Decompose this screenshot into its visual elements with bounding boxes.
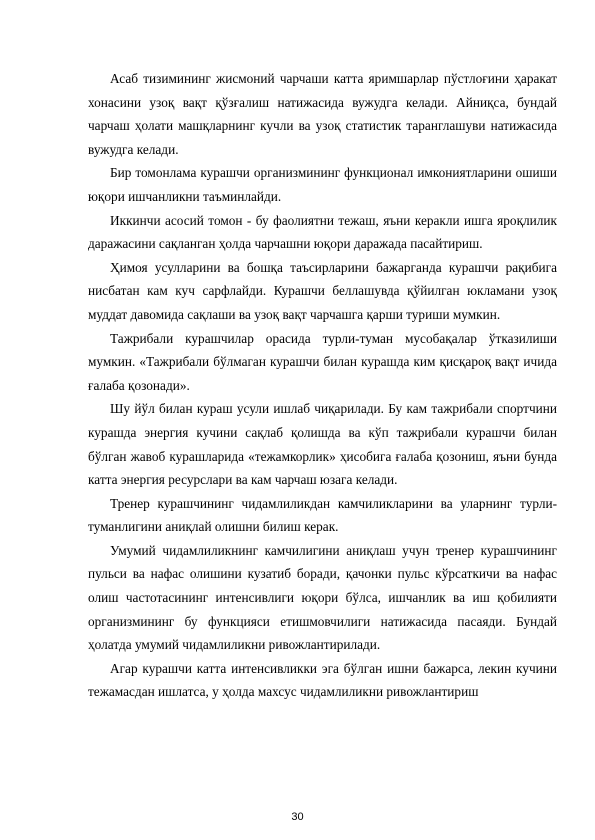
paragraph-energy-saving: Иккинчи асосий томон - бу фаолиятни тежаш, яъни керакли ишга яроқлилик даражасини сақланган ҳолда чарчашни юқори даражада пасайтириш. [88,212,557,252]
paragraph-coach-role: Тренер курашчининг чидамлиликдан камчиликларини ва уларнинг турли-туманлигини аниқлай олишни билиш керак. [88,495,557,535]
paragraph-nervous-fatigue: Асаб тизимининг жисмоний чарчаши катта яримшарлар пўстлоғини ҳаракат хонасини узоқ вақт қўзғалиш натижасида вужудга келади. Айниқса, бундай чарчаш ҳолати машқларнинг кучли ва узоқ статистик таранглашуви натижасида вужудга келади. [88,71,557,157]
page-number: 30 [291,811,304,823]
paragraph-experienced-wrestlers: Тажрибали курашчилар орасида турли-туман мусобақалар ўтказилиши мумкин. «Тажрибали бўлмаган курашчи билан курашда ким қисқароқ вақт ичида ғалаба қозонади». [88,330,557,393]
paragraph-defense-techniques: Ҳимоя усулларини ва бошқа таъсирларини бажарганда курашчи рақибига нисбатан кам куч сарфлайди. Курашчи беллашувда қўйилган юкламани узоқ муддат давомида сақлаши ва узоқ вақт чарчашга қарши туриши мумкин. [88,259,557,322]
paragraph-functional-capacity: Бир томонлама курашчи организмининг функционал имкониятларини ошиши юқори ишчанликни таъминлайди. [88,165,557,204]
paragraph-special-endurance: Агар курашчи катта интенсивликки эга бўлган ишни бажарса, лекин кучини тежамасдан ишлатса, у ҳолда махсус чидамлиликни ривожлантириш [88,660,557,700]
paragraph-general-endurance: Умумий чидамлиликнинг камчилигини аниқлаш учун тренер курашчининг пульси ва нафас олишини кузатиб боради, қачонки пульс кўрсаткичи ва нафас олиш частотасининг интенсивлиги юқори бўлса, ишчанлик ва иш қобилияти организмининг бу функцияси етишмовчилиги натижасида пасаяди. Бундай ҳолатда умумий чидамлиликни ривожлантирилади. [88,542,557,653]
document-body [88,67,557,704]
paragraph-technique-development: Шу йўл билан кураш усули ишлаб чиқарилади. Бу кам тажрибали спортчини курашда энергия кучини сақлаб қолишда ва кўп тажрибали курашчи билан бўлган жавоб курашларида «тежамкорлик» ҳисобига ғалаба қозониш, яъни бунда катта энергия ресурслари ва кам чарчаш юзага келади. [88,401,557,488]
